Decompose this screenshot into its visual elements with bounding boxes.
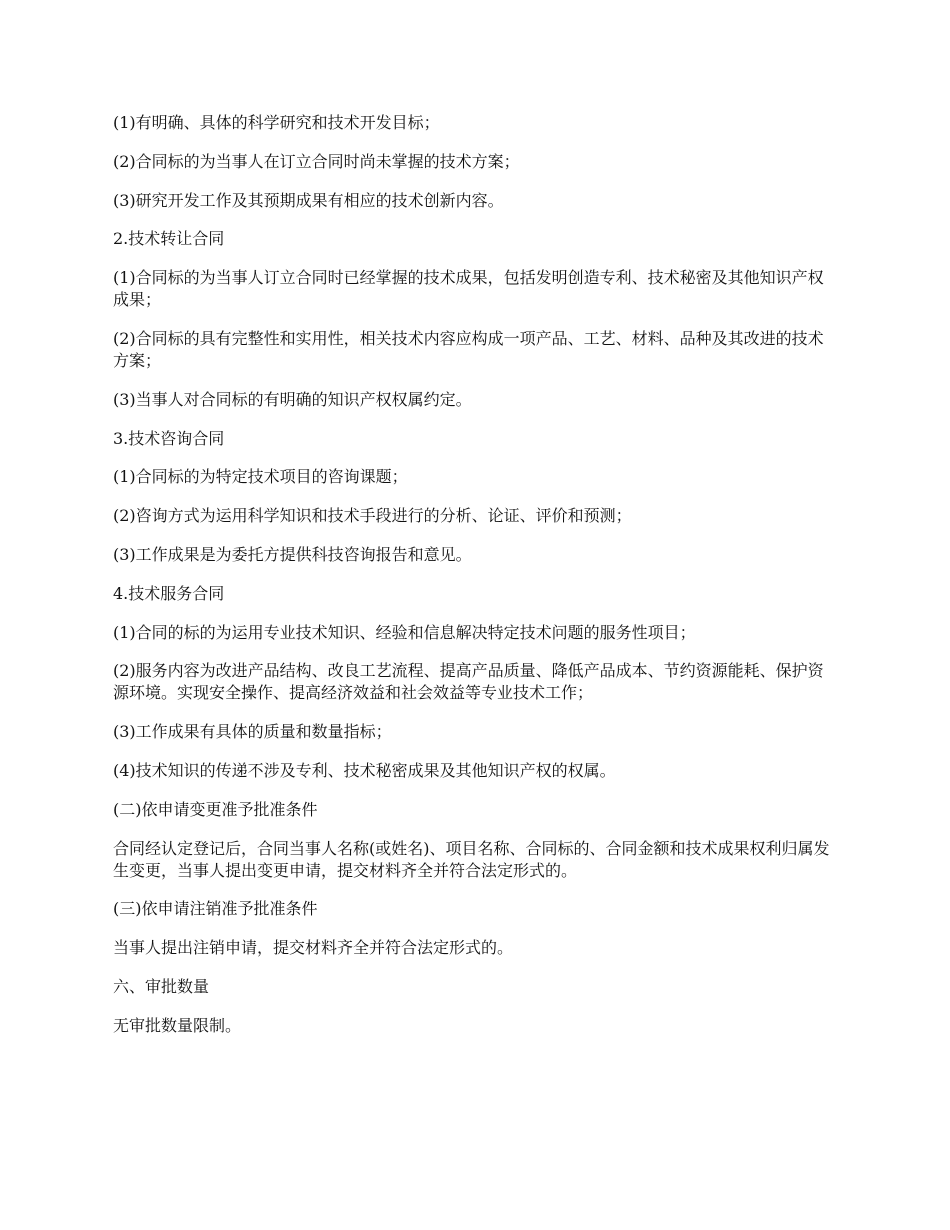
document-body: [113, 112, 838, 1054]
paragraph: (2)合同标的为当事人在订立合同时尚未掌握的技术方案；: [113, 151, 520, 171]
paragraph: (3)研究开发工作及其预期成果有相应的技术创新内容。: [113, 190, 504, 210]
paragraph: (3)工作成果是为委托方提供科技咨询报告和意见。: [113, 544, 472, 564]
section-heading: 六、审批数量: [113, 976, 210, 996]
section-heading: 2.技术转让合同: [113, 229, 225, 249]
paragraph: (2)服务内容为改进产品结构、改良工艺流程、提高产品质量、降低产品成本、节约资源能耗、保护资源环境。实现安全操作、提高经济效益和社会效益等专业技术工作；: [113, 661, 824, 703]
paragraph: (1)合同标的为特定技术项目的咨询课题；: [113, 467, 408, 487]
paragraph: (3)当事人对合同标的有明确的知识产权权属约定。: [113, 389, 472, 409]
paragraph: (2)合同标的具有完整性和实用性，相关技术内容应构成一项产品、工艺、材料、品种及其改进的技术方案；: [113, 328, 824, 370]
paragraph: (1)有明确、具体的科学研究和技术开发目标；: [113, 113, 440, 132]
paragraph: 无审批数量限制。: [113, 1015, 242, 1035]
paragraph: (3)工作成果有具体的质量和数量指标；: [113, 722, 392, 742]
paragraph: 合同经认定登记后，合同当事人名称(或姓名)、项目名称、合同标的、合同金额和技术成果权利归属发生变更，当事人提出变更申请，提交材料齐全并符合法定形式的。: [113, 838, 830, 880]
paragraph: (4)技术知识的传递不涉及专利、技术秘密成果及其他知识产权的权属。: [113, 760, 616, 780]
section-heading: 3.技术咨询合同: [113, 428, 225, 448]
paragraph: (1)合同标的为当事人订立合同时已经掌握的技术成果，包括发明创造专利、技术秘密及其他知识产权成果；: [113, 268, 824, 310]
paragraph: (1)合同的标的为运用专业技术知识、经验和信息解决特定技术问题的服务性项目；: [113, 622, 696, 642]
section-heading: (二)依申请变更准予批准条件: [113, 799, 318, 819]
section-heading: (三)依申请注销准予批准条件: [113, 899, 318, 919]
section-heading: 4.技术服务合同: [113, 583, 225, 603]
paragraph: 当事人提出注销申请，提交材料齐全并符合法定形式的。: [113, 938, 514, 958]
paragraph: (2)咨询方式为运用科学知识和技术手段进行的分析、论证、评价和预测；: [113, 506, 632, 526]
